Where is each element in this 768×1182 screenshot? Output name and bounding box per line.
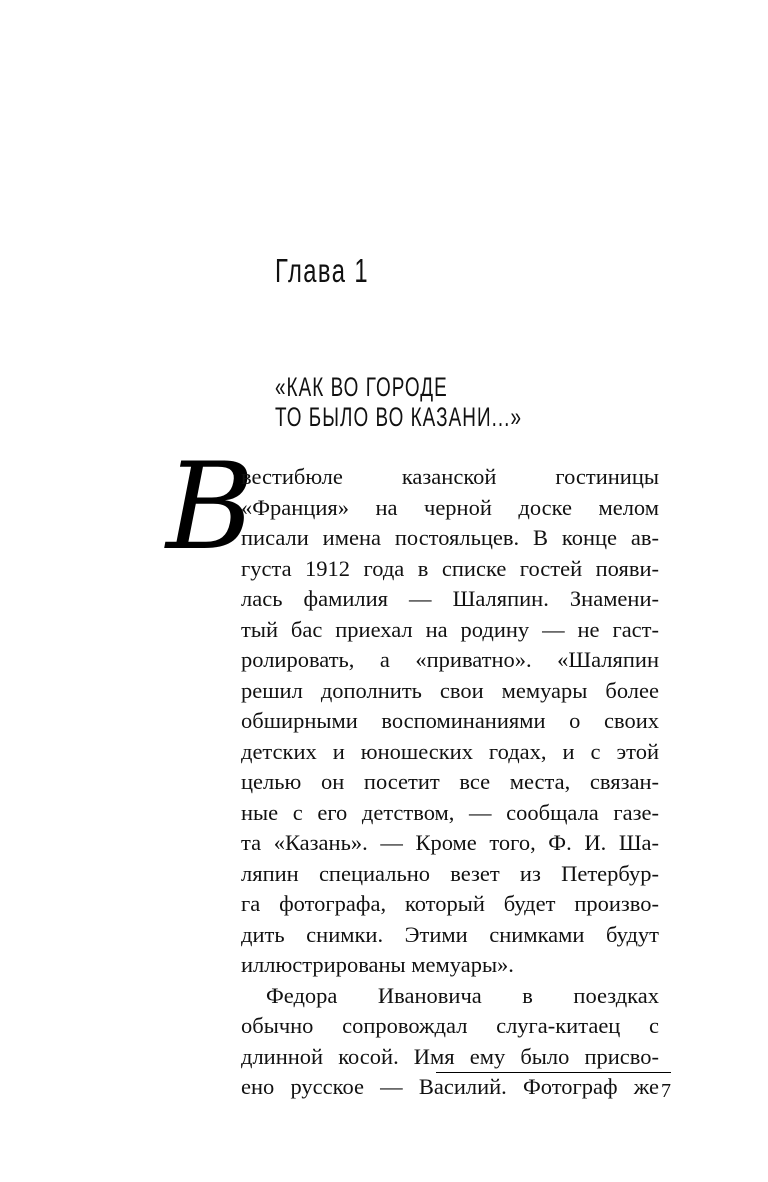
text-line: дить снимки. Этими снимками будут xyxy=(241,921,659,947)
chapter-subtitle-line: ТО БЫЛО ВО КАЗАНИ...» xyxy=(275,402,523,432)
drop-cap: В xyxy=(166,438,255,577)
text-line: решил дополнить свои мемуары более xyxy=(241,677,659,703)
text-line: тый бас приехал на родину — не гаст- xyxy=(241,616,659,642)
body-text xyxy=(241,462,659,1103)
text-line: вестибюле казанской гостиницы xyxy=(241,464,659,489)
text-line: иллюстрированы мемуары». xyxy=(241,952,514,977)
text-line: густа 1912 года в списке гостей появи- xyxy=(241,555,659,581)
text-line: га фотографа, который будет произво- xyxy=(241,891,659,916)
text-line: ляпин специально везет из Петербур- xyxy=(241,860,659,886)
chapter-subtitle-line: «КАК ВО ГОРОДЕ xyxy=(275,372,448,402)
text-line: та «Казань». — Кроме того, Ф. И. Ша- xyxy=(241,830,659,855)
page-number: 7 xyxy=(661,1080,671,1102)
text-line: целью он посетит все места, связан- xyxy=(241,769,659,794)
text-line: обычно сопровождал слуга-китаец с xyxy=(241,1013,659,1038)
text-line: ено русское — Василий. Фотограф же xyxy=(241,1074,659,1099)
footer-rule xyxy=(436,1072,671,1073)
text-line: ные с его детством, — сообщала газе- xyxy=(241,799,659,825)
text-line: «Франция» на черной доске мелом xyxy=(241,494,659,520)
chapter-subtitle xyxy=(275,372,522,432)
chapter-title: Глава 1 xyxy=(275,252,370,289)
text-line: длинной косой. Имя ему было присво- xyxy=(241,1043,659,1069)
text-line: ролировать, а «приватно». «Шаляпин xyxy=(241,647,659,672)
text-line: писали имена постояльцев. В конце ав- xyxy=(241,525,659,550)
text-line: детских и юношеских годах, и с этой xyxy=(241,738,659,764)
text-line: обширными воспоминаниями о своих xyxy=(241,708,659,733)
text-line: лась фамилия — Шаляпин. Знамени- xyxy=(241,586,659,611)
text-line: Федора Ивановича в поездках xyxy=(266,982,659,1008)
